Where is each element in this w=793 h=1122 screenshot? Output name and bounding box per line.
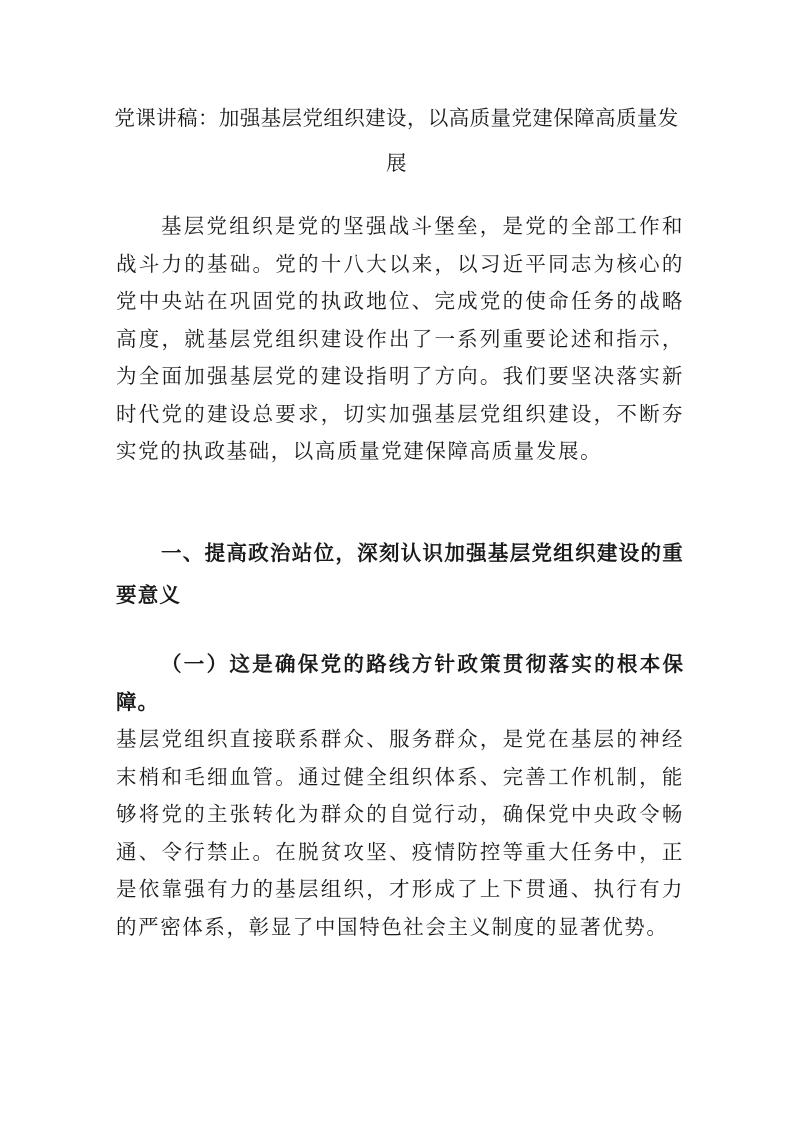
intro-paragraph: 基层党组织是党的坚强战斗堡垒，是党的全部工作和战斗力的基础。党的十八大以来，以习近平同志为核心的党中央站在巩固党的执政地位、完成党的使命任务的战略高度，就基层党组织建设作出了一系列重要论述和指示，为全面加强基层党的建设指明了方向。我们要坚决落实新时代党的建设总要求，切实加强基层党组织建设，不断夯实党的执政基础，以高质量党建保障高质量发展。	[116, 214, 684, 463]
document-title: 党课讲稿：加强基层党组织建设，以高质量党建保障高质量发展	[114, 106, 679, 175]
subsection-1-lead	[116, 646, 684, 721]
section-heading-1: 一、提高政治站位，深刻认识加强基层党组织建设的重要意义	[116, 541, 684, 607]
subsection-1-paragraph	[116, 646, 684, 946]
subsection-1-body: 基层党组织直接联系群众、服务群众，是党在基层的神经末梢和毛细血管。通过健全组织体系、完善工作机制，能够将党的主张转化为群众的自觉行动，确保党中央政令畅通、令行禁止。在脱贫攻坚、疫情防控等重大任务中，正是依靠强有力的基层组织，才形成了上下贯通、执行有力的严密体系，彰显了中国特色社会主义制度的显著优势。	[116, 727, 684, 939]
subsection-heading-1: （一）这是确保党的路线方针政策贯彻落实的根本保障。	[116, 652, 684, 714]
